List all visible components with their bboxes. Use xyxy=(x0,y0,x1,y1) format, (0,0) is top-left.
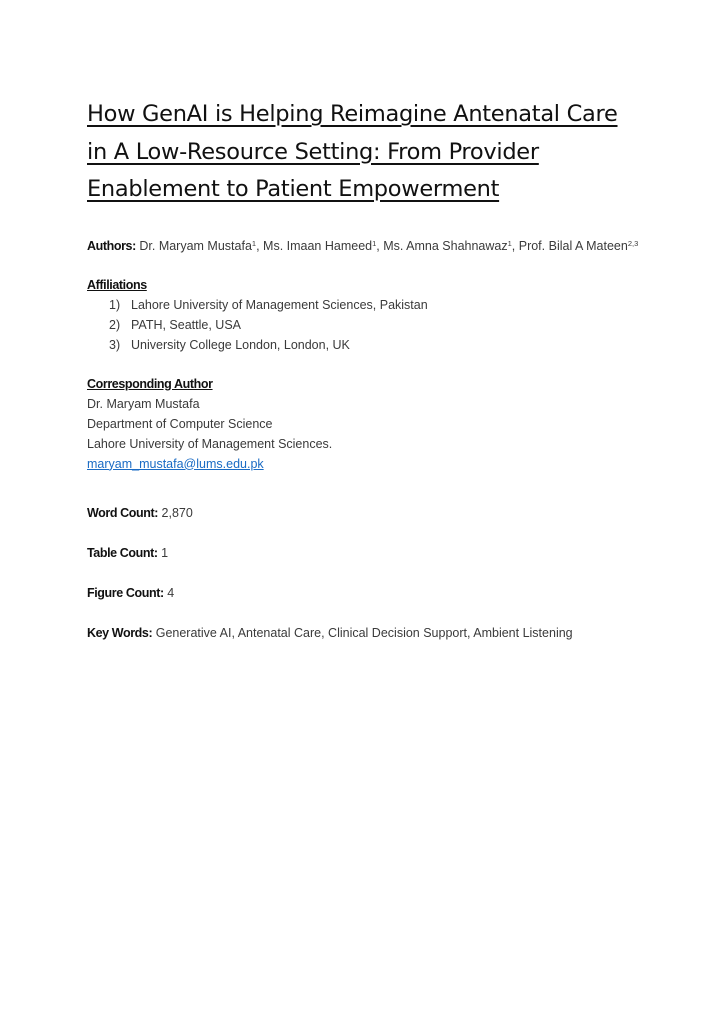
table-count-value: 1 xyxy=(161,545,169,560)
author-4: Prof. Bilal A Mateen$^{2,3}$ xyxy=(518,238,639,253)
table-count-label: Table Count: xyxy=(87,545,158,560)
corresponding-dept: Department of Computer Science xyxy=(87,416,273,431)
author-2: Ms. Imaan Hameed$^1$ xyxy=(263,238,377,253)
affiliations-list xyxy=(87,295,647,355)
authors-label: Authors: xyxy=(87,238,136,253)
word-count-label: Word Count: xyxy=(87,505,159,520)
key-words-value: Generative AI, Antenatal Care, Clinical Decision Support, Ambient Listening xyxy=(155,625,573,640)
paper-title xyxy=(87,96,647,209)
title-line-3: Enablement to Patient Empowerment xyxy=(87,176,500,202)
affiliation-item: 1) Lahore University of Management Sciences, Pakistan xyxy=(109,297,428,312)
affiliation-item: 3) University College London, London, UK xyxy=(109,337,350,352)
key-words xyxy=(87,623,647,643)
affiliation-item: 2) PATH, Seattle, USA xyxy=(109,317,241,332)
key-words-label: Key Words: xyxy=(87,625,153,640)
table-count xyxy=(87,543,647,563)
word-count xyxy=(87,503,647,523)
author-1: Dr. Maryam Mustafa$^1$ xyxy=(139,238,257,253)
affiliations-label: Affiliations xyxy=(87,277,147,292)
figure-count-value: 4 xyxy=(167,585,175,600)
corresponding-inst: Lahore University of Management Sciences. xyxy=(87,436,333,451)
author-3: Ms. Amna Shahnawaz$^1$ xyxy=(383,238,512,253)
title-line-1: How GenAI is Helping Reimagine Antenatal Care xyxy=(87,101,618,127)
authors: Authors: Dr. Maryam Mustafa$^1$, Ms. Imaan Hameed$^1$, Ms. Amna Shahnawaz$^1$, Prof. Bilal A Mateen$^{2,3}$ xyxy=(87,238,639,253)
title-line-2: in A Low-Resource Setting: From Provider xyxy=(87,138,539,165)
title-page xyxy=(87,96,647,643)
figure-count xyxy=(87,583,647,603)
corresponding-author xyxy=(87,374,647,474)
word-count-value: 2,870 xyxy=(161,505,193,520)
corresponding-label: Corresponding Author xyxy=(87,376,213,391)
affiliations xyxy=(87,275,647,355)
email-link[interactable]: maryam_mustafa@lums.edu.pk xyxy=(87,456,264,471)
corresponding-name: Dr. Maryam Mustafa xyxy=(87,396,200,411)
figure-count-label: Figure Count: xyxy=(87,585,164,600)
